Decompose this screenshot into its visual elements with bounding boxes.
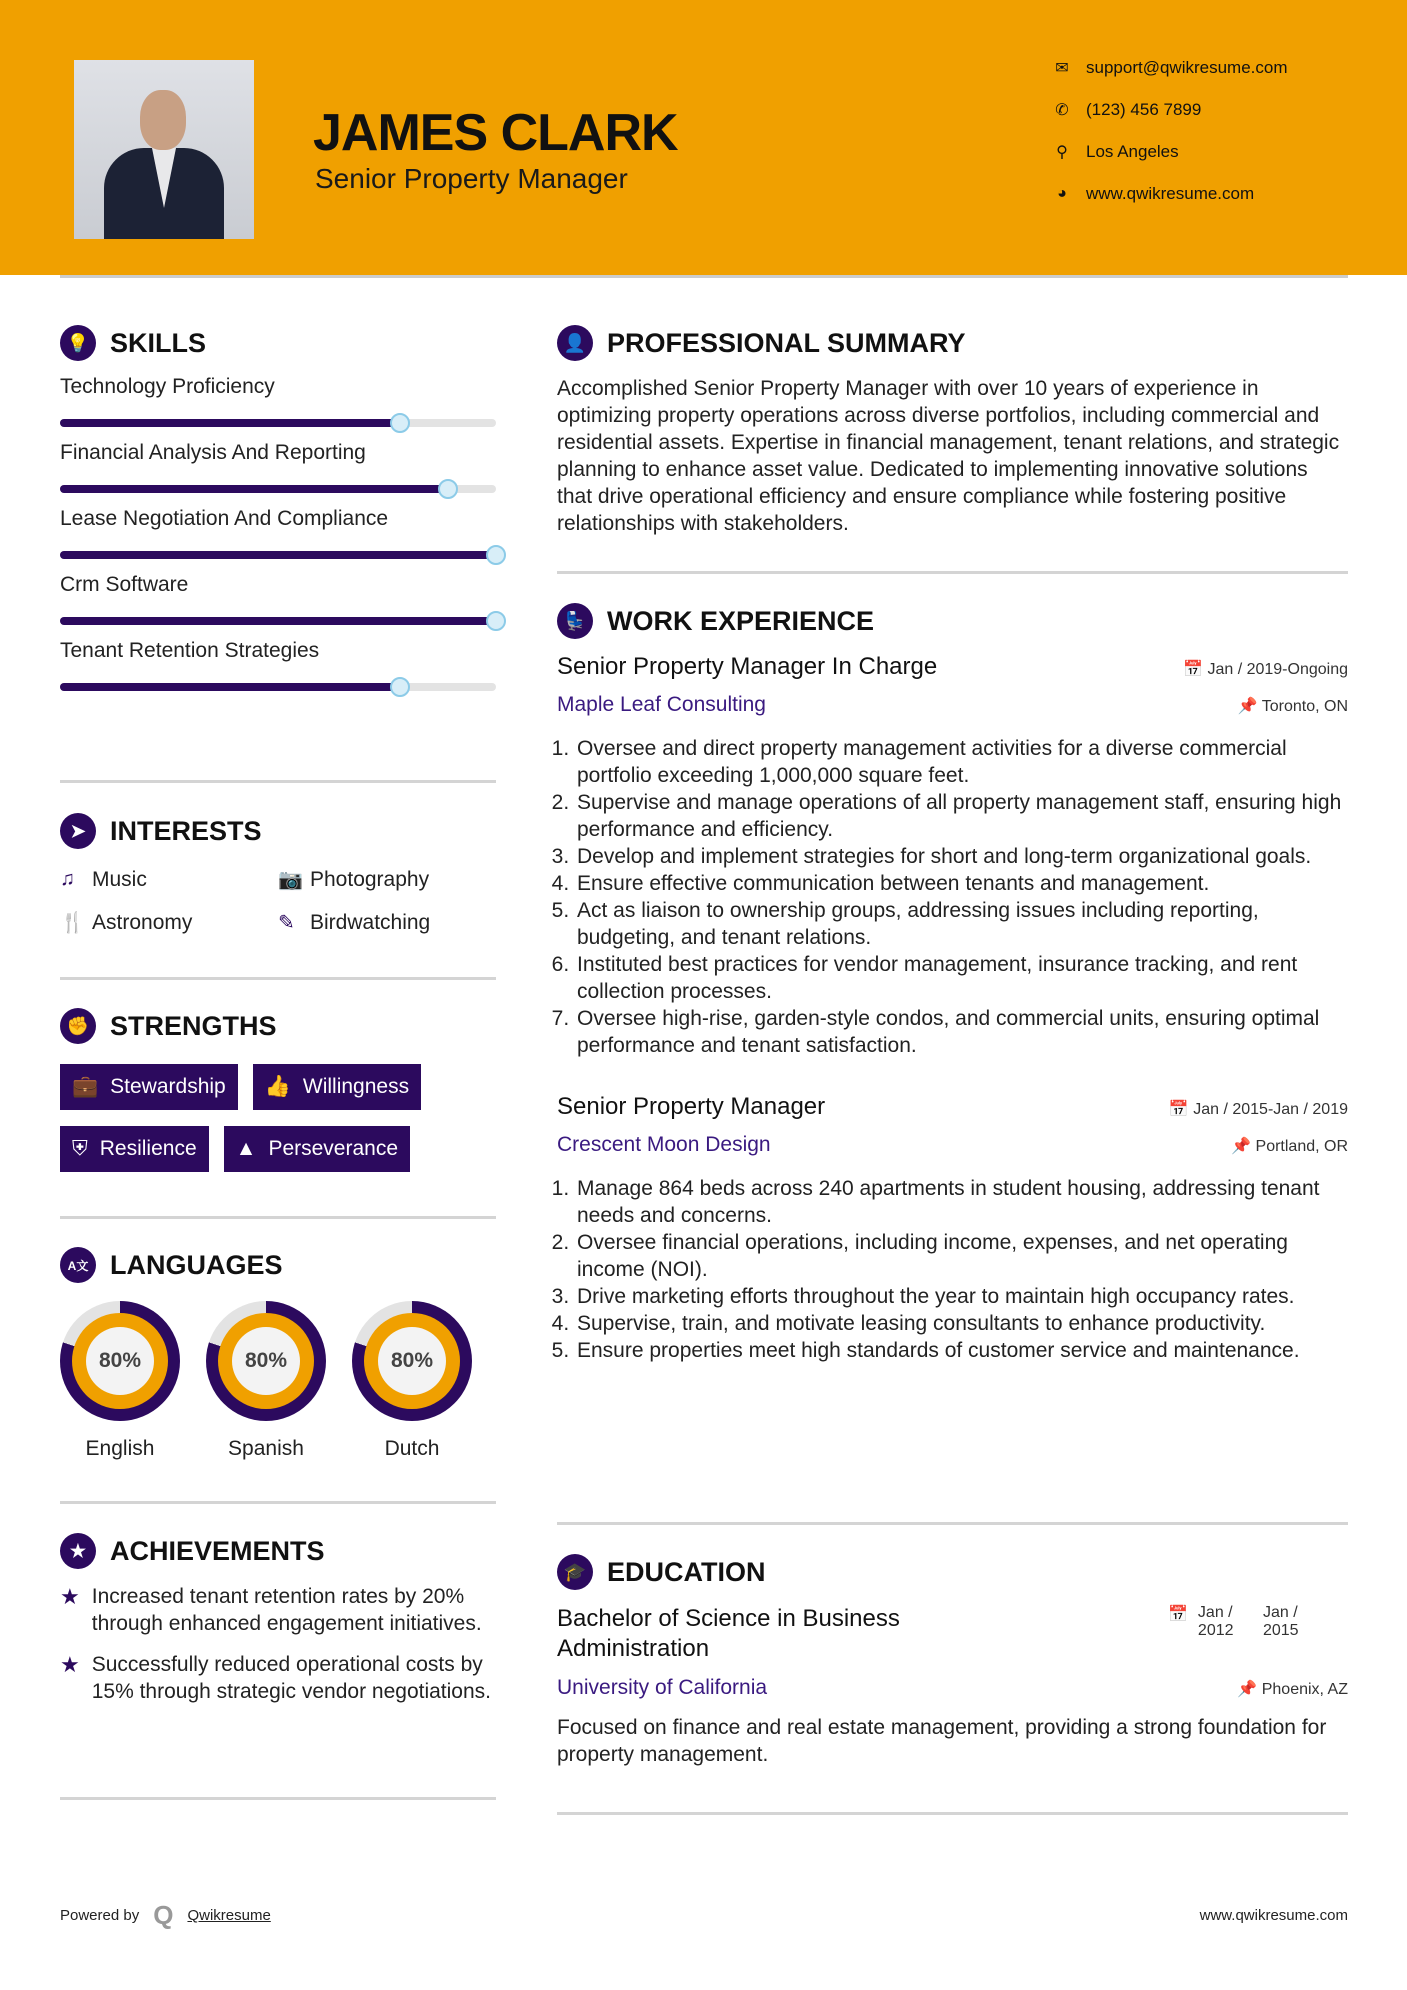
job-bullet: 2. Oversee financial operations, including income, expenses, and net operating income (NOI).: [575, 1229, 1348, 1283]
summary-section: [557, 325, 1348, 537]
skill-bar-fill: [60, 617, 496, 625]
job-dates: Jan / 2015-Jan / 2019: [1193, 1101, 1348, 1118]
strength-tag: 👍 Willingness: [253, 1064, 421, 1110]
header: [0, 0, 1407, 275]
language-name: Dutch: [384, 1437, 440, 1460]
chair-icon: 💺: [557, 603, 593, 639]
job-bullet: 3. Develop and implement strategies for short and long-term organizational goals.: [575, 843, 1348, 870]
skill-item: [60, 639, 500, 691]
strengths-section: [60, 1008, 500, 1172]
skill-item: [60, 375, 500, 427]
language-name: English: [85, 1437, 155, 1460]
skill-bar-fill: [60, 683, 400, 691]
stars-icon: ★: [60, 1584, 80, 1609]
interest-item: 📷 Photography: [278, 867, 430, 891]
skill-item: [60, 507, 500, 559]
pushpin-icon: 📌: [1231, 1138, 1252, 1155]
skill-bar: [60, 419, 496, 427]
interest-item: ♫ Music: [60, 867, 147, 891]
footer: [60, 1900, 1348, 1931]
divider: [557, 571, 1348, 574]
degree: Bachelor of Science in Business Administration: [557, 1605, 900, 1662]
job-title: Senior Property Manager: [557, 1093, 826, 1120]
language-percent: 80%: [86, 1327, 154, 1395]
skill-bar: [60, 485, 496, 493]
section-heading: ACHIEVEMENTS: [110, 1535, 325, 1566]
calendar-icon: 📅: [1168, 1606, 1188, 1623]
language-item: [206, 1301, 326, 1461]
brand-link[interactable]: Qwikresume: [187, 1907, 271, 1924]
section-heading: STRENGTHS: [110, 1010, 277, 1041]
interest-item: 🍴 Astronomy: [60, 910, 193, 934]
job-bullet: 2. Supervise and manage operations of all property management staff, ensuring high performance and efficiency.: [575, 789, 1348, 843]
education-section: [557, 1554, 1348, 1768]
job-location: Toronto, ON: [1261, 698, 1348, 715]
candidate-name: JAMES CLARK: [313, 104, 678, 162]
divider: [60, 780, 496, 783]
skill-item: [60, 441, 500, 493]
job-bullet: 6. Instituted best practices for vendor management, insurance tracking, and rent collection processes.: [575, 951, 1348, 1005]
skill-bar: [60, 551, 496, 559]
job-bullet: 5. Ensure properties meet high standards of customer service and maintenance.: [575, 1337, 1348, 1364]
strength-tag: 💼 Stewardship: [60, 1064, 238, 1110]
qwikresume-logo-icon: Q: [153, 1900, 174, 1930]
company: Maple Leaf Consulting: [557, 693, 766, 716]
work-section: [557, 603, 1348, 1364]
divider: [60, 977, 496, 980]
skill-bar: [60, 617, 496, 625]
skill-bar: [60, 683, 496, 691]
language-donut: [352, 1301, 472, 1421]
user-icon: 👤: [557, 325, 593, 361]
language-percent: 80%: [378, 1327, 446, 1395]
strength-tag: ▲ Perseverance: [224, 1126, 410, 1172]
divider: [557, 1812, 1348, 1815]
briefcase-icon: 💼: [72, 1075, 99, 1098]
skills-section: [60, 325, 500, 691]
achievement-item: ★ Successfully reduced operational costs by 15% through strategic vendor negotiations.: [60, 1652, 491, 1703]
skill-label: Tenant Retention Strategies: [60, 639, 320, 662]
paper-plane-icon: ➤: [60, 813, 96, 849]
section-heading: EDUCATION: [607, 1556, 766, 1587]
job-bullet: 5. Act as liaison to ownership groups, addressing issues including reporting, budgeting, and tenant relations.: [575, 897, 1348, 951]
language-icon: A文: [60, 1247, 96, 1283]
school: University of California: [557, 1676, 768, 1699]
education-text: Focused on finance and real estate management, providing a strong foundation for property management.: [557, 1716, 1327, 1766]
edit-icon: ✎: [278, 912, 295, 934]
section-heading: LANGUAGES: [110, 1249, 283, 1280]
skill-bar-fill: [60, 551, 496, 559]
pushpin-icon: 📌: [1237, 1681, 1258, 1698]
divider: [557, 1522, 1348, 1525]
envelope-icon: ✉: [1055, 60, 1069, 77]
job-bullet: 1. Oversee and direct property management activities for a diverse commercial portfolio exceeding 1,000,000 square feet.: [575, 735, 1348, 789]
section-heading: SKILLS: [110, 327, 207, 358]
edu-start: Jan / 2012: [1197, 1604, 1234, 1639]
contact-email[interactable]: ✉ support@qwikresume.com: [1052, 58, 1288, 78]
skill-bar-fill: [60, 485, 448, 493]
fist-icon: ✊: [60, 1008, 96, 1044]
skill-label: Financial Analysis And Reporting: [60, 441, 366, 464]
pushpin-icon: 📌: [1237, 698, 1258, 715]
strength-tag: ⛨ Resilience: [60, 1126, 209, 1172]
job-bullet: 4. Ensure effective communication between tenants and management.: [575, 870, 1348, 897]
header-divider: [60, 275, 1348, 278]
language-percent: 80%: [232, 1327, 300, 1395]
stars-icon: ★: [60, 1652, 80, 1677]
section-heading: PROFESSIONAL SUMMARY: [607, 327, 966, 358]
skill-bar-fill: [60, 419, 400, 427]
footer-url[interactable]: www.qwikresume.com: [1199, 1907, 1348, 1924]
edu-location: Phoenix, AZ: [1261, 1681, 1348, 1698]
language-item: [60, 1301, 180, 1461]
contact-phone: ✆ (123) 456 7899: [1052, 100, 1201, 120]
skill-item: [60, 573, 500, 625]
lightbulb-icon: 💡: [60, 325, 96, 361]
map-marker-icon: ⚲: [1056, 144, 1068, 161]
job-bullet: 1. Manage 864 beds across 240 apartments in student housing, addressing tenant needs and concerns.: [575, 1175, 1348, 1229]
road-icon: ▲: [235, 1137, 257, 1160]
job-bullets: [557, 735, 1348, 1059]
divider: [60, 1216, 496, 1219]
star-badge-icon: ★: [60, 1533, 96, 1569]
language-donut: [60, 1301, 180, 1421]
job-entry: [557, 1093, 1348, 1364]
section-heading: WORK EXPERIENCE: [607, 605, 875, 636]
job-bullets: [557, 1175, 1348, 1364]
contact-website[interactable]: ◕ www.qwikresume.com: [1052, 184, 1254, 204]
shield-icon: ⛨: [72, 1137, 88, 1160]
company: Crescent Moon Design: [557, 1133, 771, 1156]
candidate-title: Senior Property Manager: [315, 163, 628, 194]
achievement-item: ★ Increased tenant retention rates by 20% through enhanced engagement initiatives.: [60, 1584, 482, 1635]
divider: [60, 1797, 496, 1800]
language-donut: [206, 1301, 326, 1421]
profile-photo: [74, 60, 254, 239]
summary-text: Accomplished Senior Property Manager with over 10 years of experience in optimizing property operations across diverse portfolios, including commercial and residential assets. Expertise in financial management, tenant relations, and strategic planning to enhance asset value. Dedicated to implementing innovative solutions that drive operational efficiency and ensure compliance while fostering positive relationships with stakeholders.: [557, 377, 1340, 535]
job-bullet: 3. Drive marketing efforts throughout the year to maintain high occupancy rates.: [575, 1283, 1348, 1310]
contact-location: ⚲ Los Angeles: [1052, 142, 1179, 162]
thumbs-up-icon: 👍: [264, 1075, 291, 1098]
skill-bar-knob: [438, 479, 458, 499]
job-location: Portland, OR: [1255, 1138, 1348, 1155]
cutlery-icon: 🍴: [60, 912, 85, 934]
job-bullet: 7. Oversee high-rise, garden-style condos, and commercial units, ensuring optimal performance and tenant satisfaction.: [575, 1005, 1348, 1059]
edu-end: Jan / 2015: [1262, 1604, 1299, 1639]
skill-label: Crm Software: [60, 573, 189, 596]
job-bullet: 4. Supervise, train, and motivate leasing consultants to enhance productivity.: [575, 1310, 1348, 1337]
language-name: Spanish: [228, 1437, 304, 1460]
interests-section: [60, 813, 500, 935]
powered-by: Powered by: [60, 1907, 140, 1924]
skill-bar-knob: [486, 611, 506, 631]
job-title: Senior Property Manager In Charge: [557, 653, 938, 680]
languages-section: [60, 1247, 500, 1461]
globe-icon: ◕: [1057, 185, 1067, 202]
skill-bar-knob: [390, 677, 410, 697]
job-entry: [557, 653, 1348, 1059]
graduate-icon: 🎓: [557, 1554, 593, 1590]
music-icon: ♫: [60, 868, 75, 890]
skill-bar-knob: [486, 545, 506, 565]
interest-item: ✎ Birdwatching: [278, 910, 431, 934]
job-dates: Jan / 2019-Ongoing: [1207, 661, 1348, 678]
section-heading: INTERESTS: [110, 815, 262, 846]
calendar-icon: 📅: [1183, 661, 1203, 678]
achievements-section: [60, 1533, 500, 1705]
camera-icon: 📷: [278, 869, 303, 891]
divider: [60, 1501, 496, 1504]
calendar-icon: 📅: [1168, 1101, 1189, 1118]
phone-icon: ✆: [1055, 102, 1069, 119]
skill-label: Technology Proficiency: [60, 375, 275, 398]
skill-label: Lease Negotiation And Compliance: [60, 507, 389, 530]
skill-bar-knob: [390, 413, 410, 433]
language-item: [352, 1301, 472, 1461]
